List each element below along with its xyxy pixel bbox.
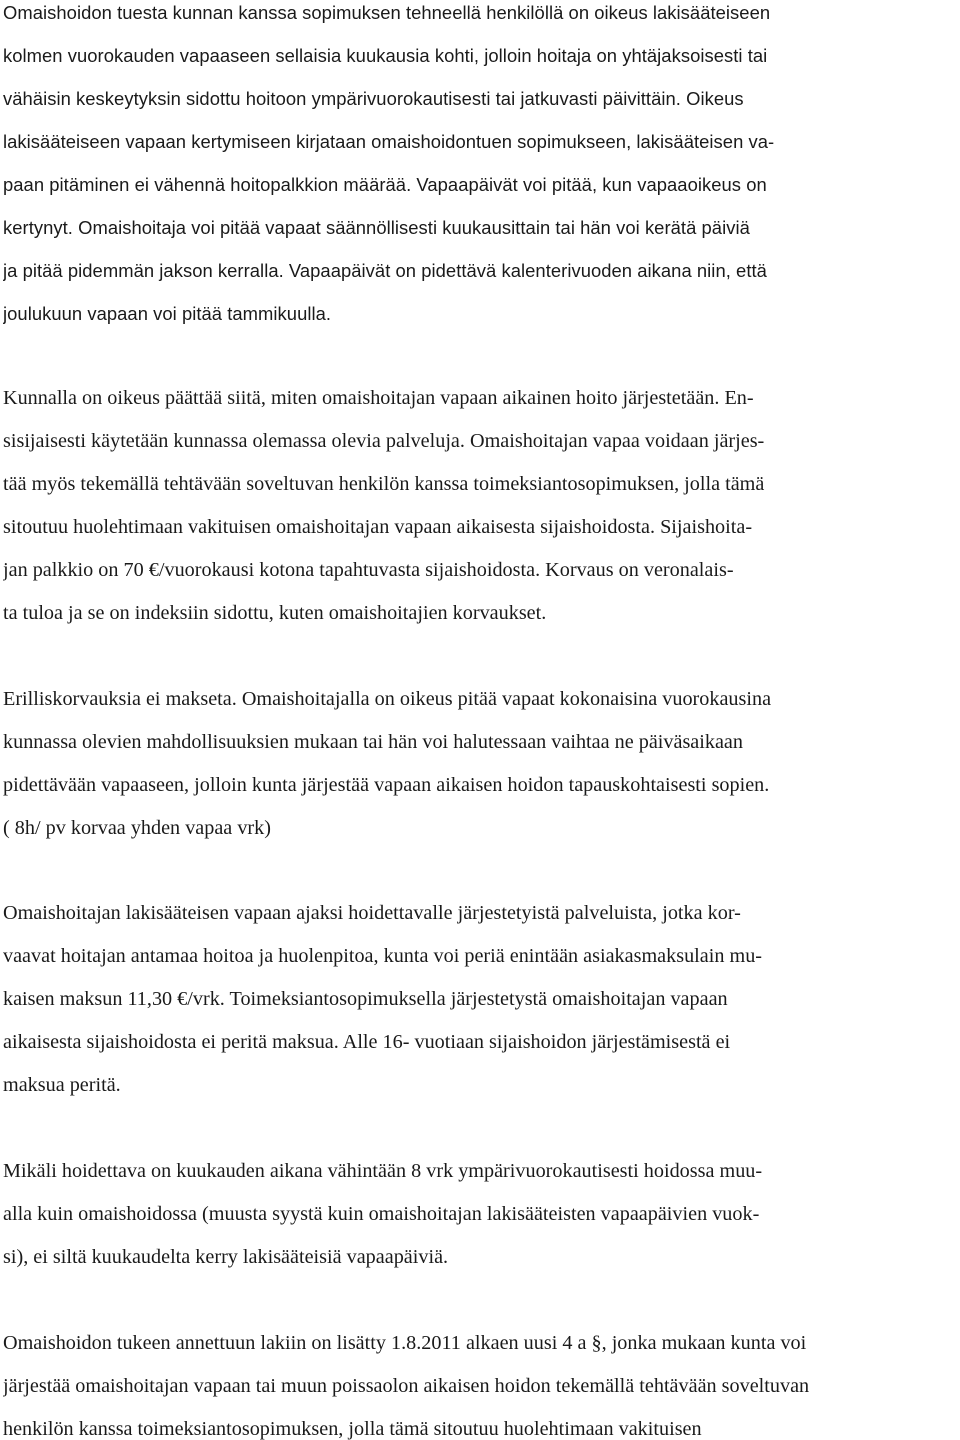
text-line: kolmen vuorokauden vapaaseen sellaisia kuukausia kohti, jolloin hoitaja on yhtäjaksoisesti tai [3, 45, 768, 66]
text-line: sisijaisesti käytetään kunnassa olemassa olevia palveluja. Omaishoitajan vapaa voidaan järjes- [3, 430, 765, 452]
text-line: Omaishoidon tukeen annettuun lakiin on lisätty 1.8.2011 alkaen uusi 4 a §, jonka mukaan kunta voi [3, 1332, 807, 1354]
document-page [3, 0, 960, 1440]
text-line: ta tuloa ja se on indeksiin sidottu, kuten omaishoitajien korvaukset. [3, 602, 547, 624]
text-line: lakisääteiseen vapaan kertymiseen kirjataan omaishoidontuen sopimukseen, lakisääteisen va- [3, 131, 775, 152]
text-line: Erilliskorvauksia ei makseta. Omaishoitajalla on oikeus pitää vapaat kokonaisina vuorokausina [3, 688, 772, 710]
text-line: ( 8h/ pv korvaa yhden vapaa vrk) [3, 817, 271, 839]
text-line: aikaisesta sijaishoidosta ei peritä maksua. Alle 16- vuotiaan sijaishoidon järjestämisestä ei [3, 1031, 731, 1053]
text-line: joulukuun vapaan voi pitää tammikuulla. [3, 303, 332, 324]
text-line: alla kuin omaishoidossa (muusta syystä kuin omaishoitajan lakisääteisten vapaapäivien vuok- [3, 1203, 760, 1225]
text-line: kaisen maksun 11,30 €/vrk. Toimeksiantosopimuksella järjestetystä omaishoitajan vapaan [3, 988, 728, 1010]
text-line: kertynyt. Omaishoitaja voi pitää vapaat säännöllisesti kuukausittain tai hän voi kerätä päiviä [3, 217, 750, 238]
text-line: järjestää omaishoitajan vapaan tai muun poissaolon aikaisen hoidon tekemällä tehtävään soveltuvan [3, 1375, 810, 1397]
text-line: Omaishoitajan lakisääteisen vapaan ajaksi hoidettavalle järjestetyistä palveluista, jotka kor- [3, 902, 741, 924]
text-line: Mikäli hoidettava on kuukauden aikana vähintään 8 vrk ympärivuorokautisesti hoidossa muu- [3, 1160, 763, 1182]
text-line: henkilön kanssa toimeksiantosopimuksen, jolla tämä sitoutuu huolehtimaan vakituisen [3, 1418, 702, 1440]
text-line: vaavat hoitajan antamaa hoitoa ja huolenpitoa, kunta voi periä enintään asiakasmaksulain mu- [3, 945, 763, 967]
text-line: paan pitäminen ei vähennä hoitopalkkion määrää. Vapaapäivät voi pitää, kun vapaaoikeus on [3, 174, 767, 195]
text-line: ja pitää pidemmän jakson kerralla. Vapaapäivät on pidettävä kalenterivuoden aikana niin, että [3, 260, 767, 281]
text-line: vähäisin keskeytyksin sidottu hoitoon ympärivuorokautisesti tai jatkuvasti päivittäin. Oikeus [3, 88, 744, 109]
text-line: Omaishoidon tuesta kunnan kanssa sopimuksen tehneellä henkilöllä on oikeus lakisääteiseen [3, 2, 771, 23]
text-line: si), ei siltä kuukaudelta kerry lakisääteisiä vapaapäiviä. [3, 1246, 449, 1268]
text-line: maksua peritä. [3, 1074, 121, 1096]
text-line: tää myös tekemällä tehtävään soveltuvan henkilön kanssa toimeksiantosopimuksen, jolla tämä [3, 473, 765, 495]
text-line: pidettävään vapaaseen, jolloin kunta järjestää vapaan aikaisen hoidon tapauskohtaisesti sopien. [3, 774, 770, 796]
text-line: kunnassa olevien mahdollisuuksien mukaan tai hän voi halutessaan vaihtaa ne päiväsaikaan [3, 731, 743, 753]
text-line: sitoutuu huolehtimaan vakituisen omaishoitajan vapaan aikaisesta sijaishoidosta. Sijaishoita- [3, 516, 753, 538]
text-line: Kunnalla on oikeus päättää siitä, miten omaishoitajan vapaan aikainen hoito järjestetään. En- [3, 387, 754, 409]
text-line: jan palkkio on 70 €/vuorokausi kotona tapahtuvasta sijaishoidosta. Korvaus on veronalais- [3, 559, 734, 581]
